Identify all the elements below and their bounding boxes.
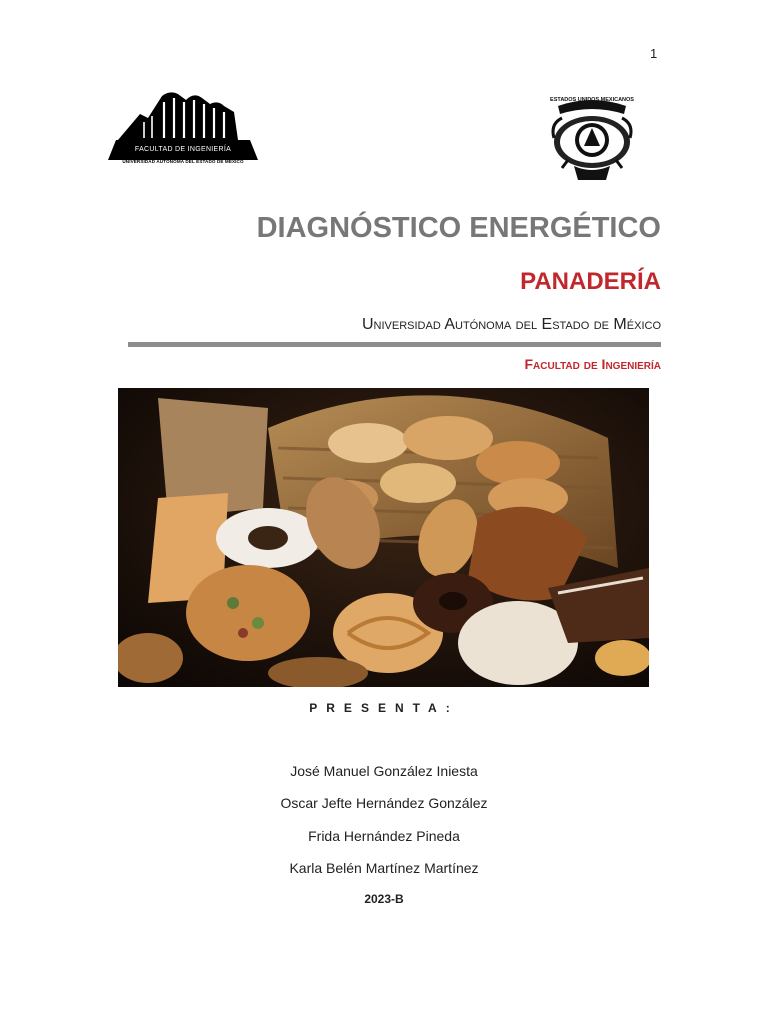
author-name: Frida Hernández Pineda (308, 828, 460, 844)
divider-rule (128, 342, 661, 347)
author-name: José Manuel González Iniesta (290, 763, 478, 779)
document-title: DIAGNÓSTICO ENERGÉTICO (256, 212, 661, 244)
page-number: 1 (650, 46, 658, 61)
faculty-logo-name: FACULTAD DE INGENIERÍA (134, 146, 232, 153)
bakery-photo (118, 388, 649, 687)
national-seal (544, 94, 640, 184)
university-name: Universidad Autónoma del Estado de México (361, 316, 661, 333)
faculty-logo-university: UNIVERSIDAD AUTÓNOMA DEL ESTADO DE MÉXICO (122, 159, 244, 164)
bread-basket-icon (118, 388, 649, 687)
presenta-label: PRESENTA: (309, 701, 459, 715)
faculty-logo (104, 88, 262, 172)
document-subtitle: PANADERÍA (520, 268, 661, 295)
seal-text: ESTADOS UNIDOS MEXICANOS (550, 97, 634, 103)
author-name: Oscar Jefte Hernández González (280, 795, 488, 811)
author-name: Karla Belén Martínez Martínez (289, 860, 479, 876)
seal-icon (544, 94, 640, 184)
faculty-name: Facultad de Ingeniería (524, 356, 661, 372)
semester-label: 2023-B (364, 892, 404, 906)
